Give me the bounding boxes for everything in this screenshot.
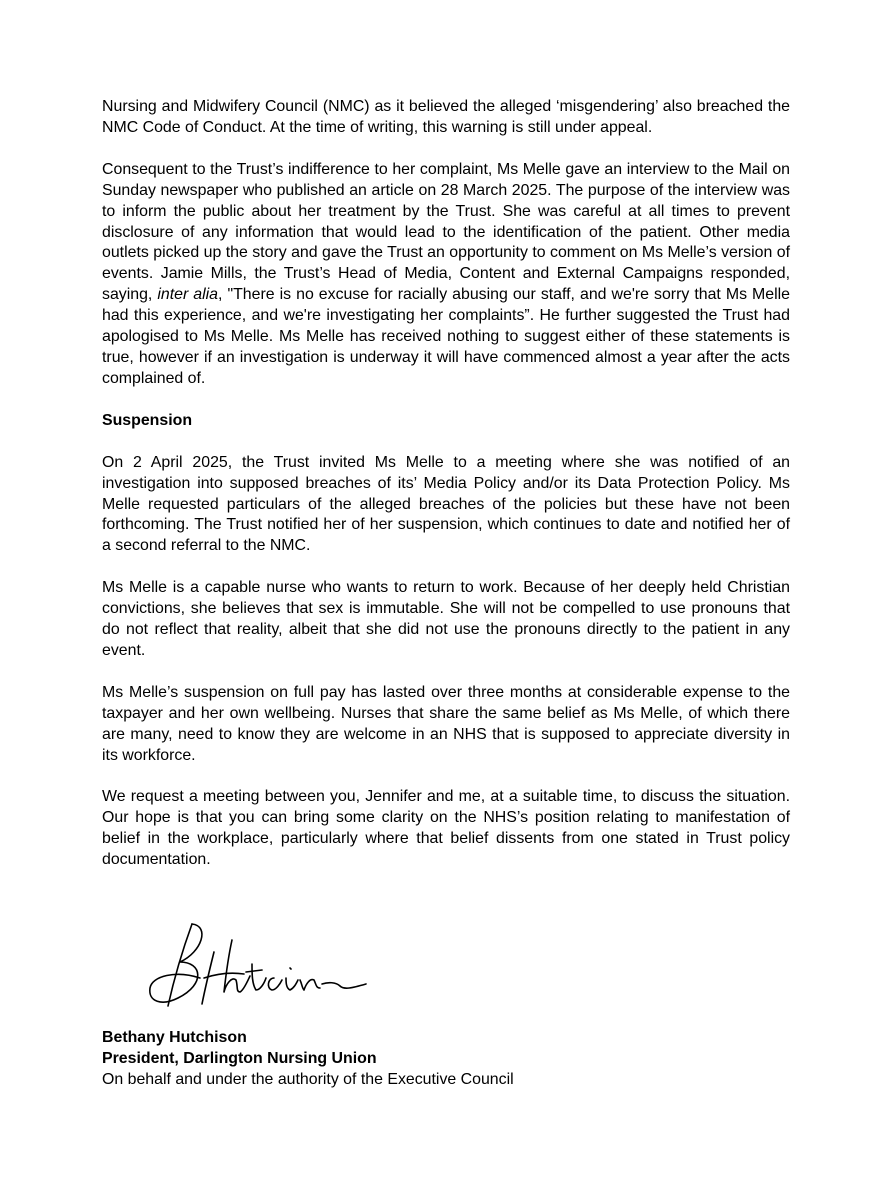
paragraph-meeting-request: We request a meeting between you, Jennifer and me, at a suitable time, to discuss the situation. Our hope is that you can bring some clarity on the NHS’s position relating to manifestation of belief in the workplace, particularly where that belief dissents from one stated in Trust policy documentation. xyxy=(102,788,790,869)
handwritten-signature xyxy=(102,892,790,1028)
section-heading-suspension: Suspension xyxy=(102,411,193,429)
paragraph-suspension-meeting: On 2 April 2025, the Trust invited Ms Melle to a meeting where she was notified of an investigation into supposed breaches of its’ Media Policy and/or its Data Protection Policy. Ms Melle requested particulars of the alleged breaches of the policies but these have not been forthcoming. The Trust notified her of her suspension, which continues to date and notified her of a second referral to the NMC. xyxy=(102,453,790,555)
paragraph-text: Consequent to the Trust’s indifference to her complaint, Ms Melle gave an interview to the Mail on Sunday newspaper who published an article on 28 March 2025. The purpose of the interview was to inform the public about her treatment by the Trust. She was careful at all times to prevent disclosure of any information that would lead to the identification of the patient. Other media outlets picked up the story and gave the Trust an opportunity to comment on Ms Melle’s version of events. Jamie Mills, the Trust’s Head of Media, Content and External Campaigns responded, saying, xyxy=(102,160,790,304)
paragraph-text: , "There is no excuse for racially abusing our staff, and we're sorry that Ms Melle had this experience, and we're investigating her complaints”. He further suggested the Trust had apologised to Ms Melle. Ms Melle has received nothing to suggest either of these statements is true, however if an investigation is underway it will have commenced almost a year after the acts complained of. xyxy=(102,286,790,387)
letter-page xyxy=(102,97,790,1091)
paragraph-nmc-warning xyxy=(102,97,790,139)
paragraph-italic-phrase: inter alia xyxy=(157,286,219,304)
signatory-title: President, Darlington Nursing Union xyxy=(102,1050,377,1067)
paragraph-media-interview xyxy=(102,160,790,390)
paragraph-capable-nurse: Ms Melle is a capable nurse who wants to return to work. Because of her deeply held Christian convictions, she believes that sex is immutable. She will not be compelled to use pronouns that do not reflect that reality, albeit that she did not use the pronouns directly to the patient in any event. xyxy=(102,579,790,659)
signature-block xyxy=(102,1028,790,1091)
signature-icon xyxy=(140,918,380,1018)
paragraph-suspension-cost: Ms Melle’s suspension on full pay has lasted over three months at considerable expense to the taxpayer and her own wellbeing. Nurses that share the same belief as Ms Melle, of which there are many, need to know they are welcome in an NHS that is supposed to appreciate diversity in its workforce. xyxy=(102,683,790,764)
paragraph-text: Nursing and Midwifery Council (NMC) as it believed the alleged ‘misgendering’ also breached the NMC Code of Conduct. At the time of writing, this warning is still under appeal. xyxy=(102,98,790,136)
signatory-authority-note: On behalf and under the authority of the Executive Council xyxy=(102,1070,514,1088)
signatory-name: Bethany Hutchison xyxy=(102,1029,247,1047)
